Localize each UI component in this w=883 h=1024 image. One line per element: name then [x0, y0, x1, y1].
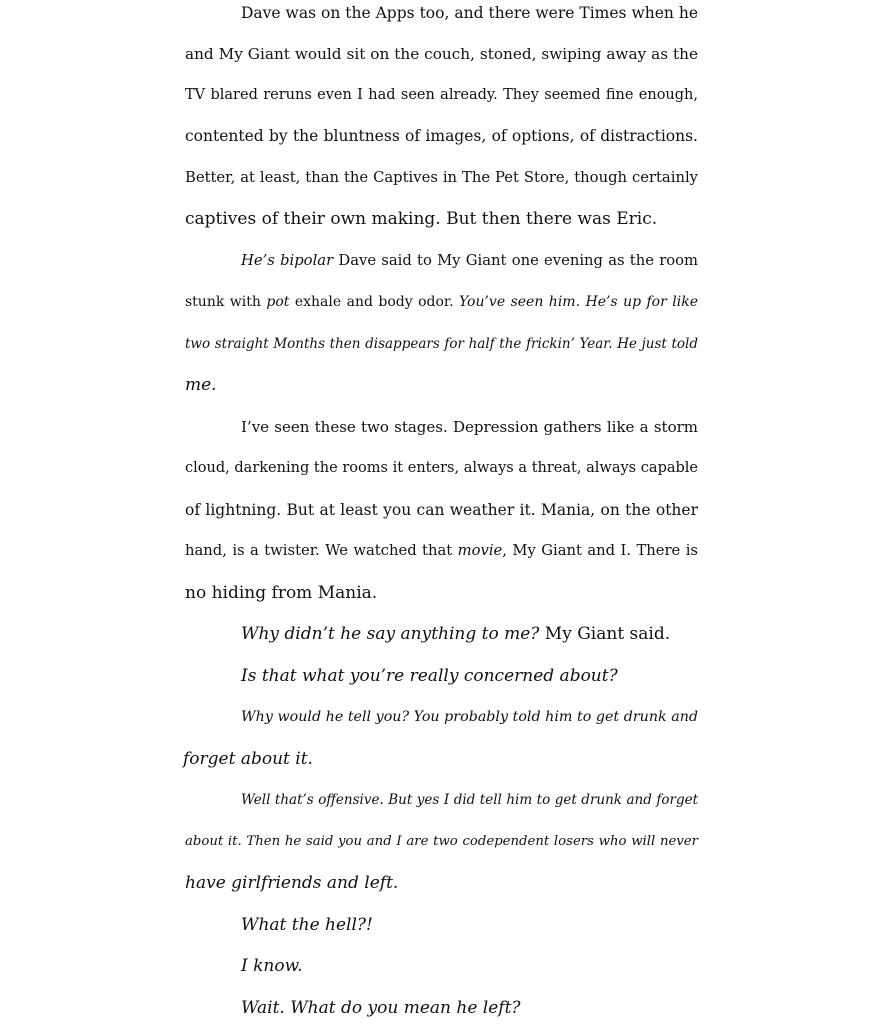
- text-line: [185, 372, 698, 398]
- text-line: [241, 0, 698, 26]
- italic-span: pot: [266, 294, 290, 310]
- italic-span: Why didn’t he say anything to me?: [241, 624, 540, 644]
- text-span: TV blared reruns even I had seen already. They seemed fine enough,: [185, 87, 698, 103]
- text-line: [241, 248, 698, 274]
- text-span: hand, is a twister. We watched that: [185, 542, 458, 559]
- text-span: and My Giant would sit on the couch, stoned, swiping away as the: [185, 45, 698, 63]
- text-line: [185, 289, 698, 315]
- text-line: [241, 414, 698, 440]
- text-span: me.: [185, 375, 217, 395]
- text-span: Better, at least, than the Captives in The Pet Store, though certainly: [185, 169, 698, 186]
- text-span: , My Giant and I. There is: [502, 542, 698, 559]
- text-line: [183, 746, 698, 772]
- text-span: Dave said to My Giant one evening as the room: [333, 252, 698, 269]
- text-span: of lightning. But at least you can weather it. Mania, on the other: [185, 501, 698, 519]
- text-line: [185, 82, 698, 108]
- text-line: [185, 497, 698, 523]
- text-span: two straight Months then disappears for half the frickin’ Year. He just told: [185, 336, 698, 352]
- text-span: My Giant said.: [539, 624, 671, 644]
- text-span: forget about it.: [183, 749, 313, 769]
- text-span: captives of their own making. But then there was Eric.: [185, 209, 658, 229]
- text-span: stunk with: [185, 294, 267, 310]
- text-span: What the hell?!: [241, 915, 373, 935]
- text-line: [185, 206, 698, 232]
- text-span: exhale and body odor.: [289, 294, 459, 310]
- text-line: [241, 912, 698, 938]
- text-line: [241, 787, 698, 813]
- text-line: [241, 621, 698, 647]
- text-line: [185, 331, 698, 357]
- text-line: [185, 165, 698, 191]
- text-span: Wait. What do you mean he left?: [241, 998, 521, 1018]
- text-span: Well that’s offensive. But yes I did tell him to get drunk and forget: [241, 792, 698, 808]
- italic-span: movie: [457, 542, 503, 559]
- text-line: [185, 580, 698, 606]
- italic-span: He’s bipolar: [241, 252, 334, 269]
- text-line: [185, 41, 698, 67]
- italic-span: You’ve seen him. He’s up for like: [459, 294, 698, 310]
- text-span: Why would he tell you? You probably told him to get drunk and: [241, 709, 698, 725]
- text-line: [185, 829, 698, 855]
- text-span: cloud, darkening the rooms it enters, always a threat, always capable: [185, 460, 698, 476]
- text-line: [241, 663, 698, 689]
- text-line: [241, 704, 698, 730]
- text-line: [185, 123, 698, 149]
- text-span: about it. Then he said you and I are two codependent losers who will never: [185, 834, 698, 849]
- text-line: [185, 870, 698, 896]
- text-span: I know.: [241, 956, 303, 976]
- text-line: [185, 538, 698, 564]
- text-line: [185, 455, 698, 481]
- text-span: no hiding from Mania.: [185, 583, 378, 603]
- text-span: I’ve seen these two stages. Depression gathers like a storm: [241, 418, 698, 436]
- text-line: [241, 995, 698, 1021]
- text-span: have girlfriends and left.: [185, 873, 399, 893]
- text-span: Is that what you’re really concerned about?: [241, 666, 618, 686]
- text-line: [241, 953, 698, 979]
- text-span: Dave was on the Apps too, and there were Times when he: [241, 4, 698, 22]
- text-span: contented by the bluntness of images, of options, of distractions.: [185, 127, 698, 145]
